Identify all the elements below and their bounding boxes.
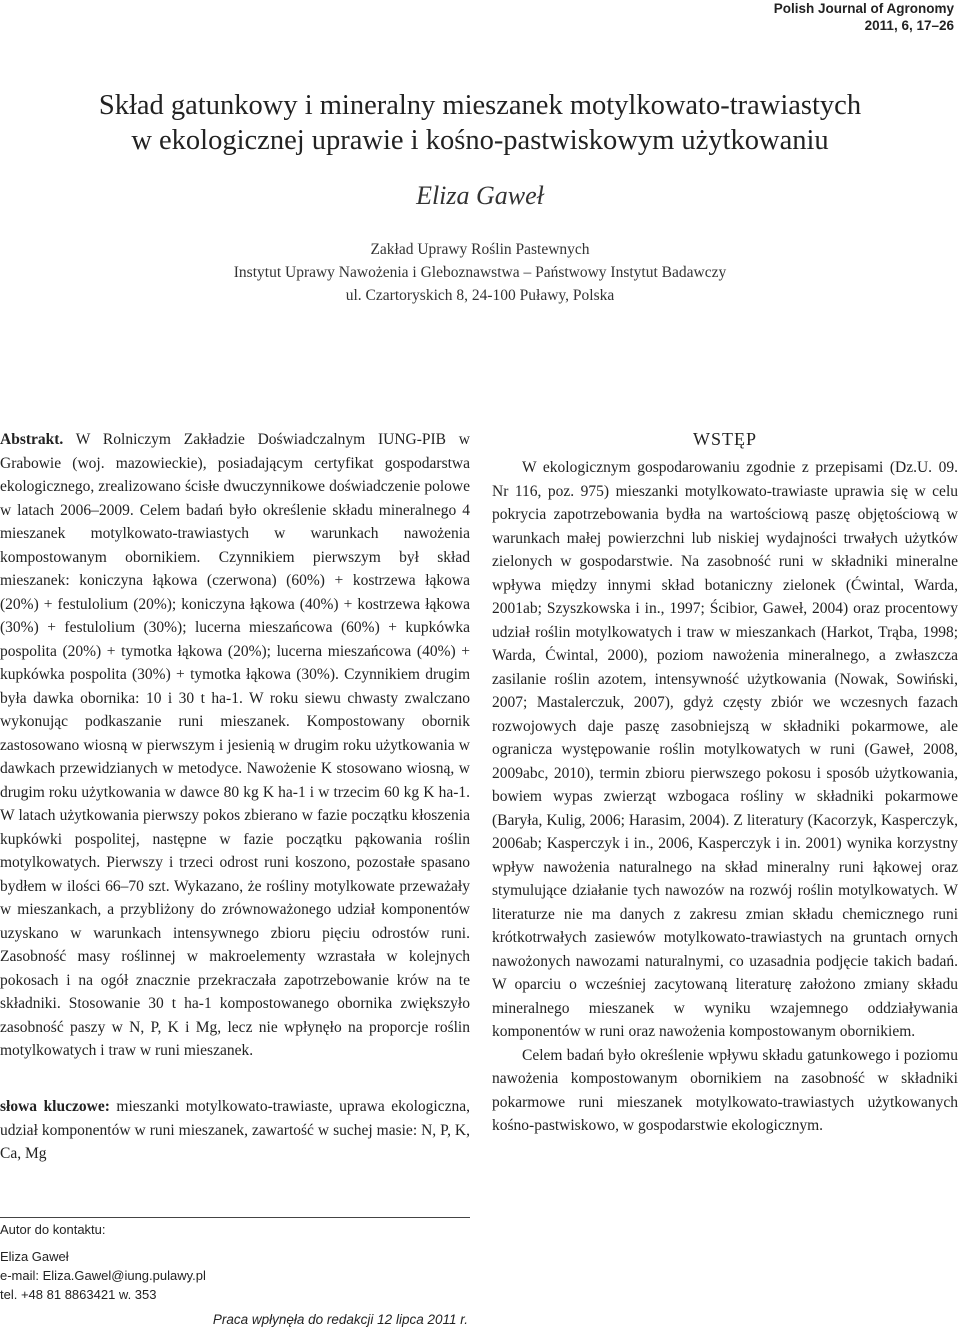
affiliation <box>0 238 960 307</box>
contact-name: Eliza Gaweł <box>0 1249 69 1264</box>
keywords-label: słowa kluczowe: <box>0 1098 110 1115</box>
article-title <box>0 88 960 158</box>
affiliation-line-1: Zakład Uprawy Roślin Pastewnych <box>370 241 590 258</box>
affiliation-line-2: Instytut Uprawy Nawożenia i Gleboznawstwa – Państwowy Instytut Badawczy <box>233 264 727 281</box>
journal-issue: 2011, 6, 17–26 <box>864 18 954 33</box>
introduction-section <box>492 428 958 1138</box>
received-date: Praca wpłynęła do redakcji 12 lipca 2011 r. <box>212 1312 468 1327</box>
contact-block <box>0 1217 470 1304</box>
journal-name: Polish Journal of Agronomy <box>773 1 954 16</box>
intro-paragraph-2: Celem badań było określenie wpływu składu gatunkowego i poziomu nawożenia kompostowanym obornikiem na zasobność w składniki pokarmowe runi mieszanek motylkowato-trawiastych użytkowanych kośno-pastwiskowo, w gospodarstwie ekologicznym. <box>492 1046 958 1134</box>
intro-paragraph-1: W ekologicznym gospodarowaniu zgodnie z przepisami (Dz.U. 09. Nr 116, poz. 975) mieszanki motylkowato-trawiaste uprawia się w celu pokrycia zapotrzebowania bydła na wartościową paszę objętościową w warunkach małej powierzchni lub niskiej wydajności trwałych użytków zielonych w gospodarstwie. Na zasobność runi w składniki mineralne wpływa między innymi skład botaniczny zielonek (Ćwintal, Warda, 2001ab; Szyszkowska i in., 1997; Ścibior, Gaweł, 2004) oraz procentowy udział roślin motylkowatych i traw w mieszankach (Harkot, Trąba, 1998; Warda, Ćwintal, 2000), poziom nawożenia mineralnego, a zwłaszcza zasilanie roślin azotem, intensywność użytkowania (Nowak, Sowiński, 2007; Mastalerczuk, 2007), gdyż częsty zbiór we wczesnych fazach rozwojowych daje paszę zasobniejszą w składniki pokarmowe, ale ogranicza występowanie roślin motylkowatych w runi (Gaweł, 2008, 2009abc, 2010), termin zbioru pierwszego pokosu i sposób użytkowania, bowiem wypas zwierząt wzbogaca rośliny w składniki pokarmowe (Baryła, Kulig, 2006; Harasim, 2004). Z literatury (Kacorzyk, Kasperczyk, 2006ab; Kasperczyk i in., 2006, Kasperczyk i in. 2001) wynika korzystny wpływ nawożenia naturalnego na skład mineralny runi łąkowej oraz stymulujące działanie tych nawozów na rozwój roślin motylkowatych. W literaturze nie ma danych z zakresu zmian składu chemicznego runi krótkotrwałych zasiewów motylkowato-trawiastych na gruntach ornych nawożonych nawozami naturalnymi, co uzasadnia podjęcie takich badań. W oparciu o wcześniej zacytowaną literaturę założono zmiany składu mineralnego mieszanek w wyniku wzajemnego oddziaływania komponentów w runi oraz nawożenia kompostowanym obornikiem. <box>492 459 958 1040</box>
title-line-2: w ekologicznej uprawie i kośno-pastwiskowym użytkowaniu <box>131 125 829 156</box>
journal-header <box>774 0 954 34</box>
title-line-1: Skład gatunkowy i mineralny mieszanek motylkowato-trawiastych <box>98 90 862 121</box>
affiliation-line-3: ul. Czartoryskich 8, 24-100 Puławy, Polska <box>345 287 615 304</box>
author-name: Eliza Gaweł <box>416 181 544 210</box>
abstract-label: Abstrakt. <box>0 431 64 448</box>
contact-phone: tel. +48 81 8863421 w. 353 <box>0 1287 157 1302</box>
keywords <box>0 1095 470 1166</box>
keywords-text: mieszanki motylkowato-trawiaste, uprawa ekologiczna, udział komponentów w runi mieszanek, zawartość w suchej masie: N, P, K, Ca, Mg <box>0 1098 471 1162</box>
section-heading: WSTĘP <box>692 429 757 449</box>
contact-email: e-mail: Eliza.Gawel@iung.pulawy.pl <box>0 1268 206 1283</box>
contact-heading: Autor do kontaktu: <box>0 1222 106 1237</box>
abstract <box>0 428 470 1063</box>
abstract-text: W Rolniczym Zakładzie Doświadczalnym IUNG-PIB w Grabowie (woj. mazowieckie), posiadającym certyfikat gospodarstwa ekologicznego, zrealizowano ścisłe dwuczynnikowe doświadczenie polowe w latach 2006–2009. Celem badań było określenie składu mineralnego 4 mieszanek motylkowato-trawiastych w warunkach nawożenia kompostowanym obornikiem. Czynnikiem pierwszym był skład mieszanek: koniczyna łąkowa (czerwona) (60%) + kostrzewa łąkowa (20%) + festulolium (20%); koniczyna łąkowa (40%) + kostrzewa łąkowa (30%) + festulolium (30%); lucerna mieszańcowa (60%) + kupkówka pospolita (20%) + tymotka łąkowa (20%); lucerna mieszańcowa (40%) + kupkówka pospolita (30%) + tymotka łąkowa (30%). Czynnikiem drugim była dawka obornika: 10 i 30 t ha-1. W roku siewu chwasty zwalczano wykonując podkaszanie runi mieszanek. Kompostowany obornik zastosowano wiosną w pierwszym i jesienią w drugim roku użytkowania w dawkach przewidzianych w metodyce. Nawożenie K stosowano wiosną, w drugim roku użytkowania w dawce 80 kg K ha-1 i w trzecim 60 kg K ha-1. W latach użytkowania pierwszy pokos zbierano w fazie początku kłoszenia kupkówki pospolitej, następne w fazie początku pąkowania roślin motylkowatych. Pierwszy i trzeci odrost runi koszono, pozostałe spasano bydłem w ilości 66–70 szt. Wykazano, że rośliny motylkowate przeważały w mieszankach, a przybliżony do zrównoważonego udział komponentów uzyskano w warunkach intensywnego zbioru pięciu odrostów runi. Zasobność masy roślinnej w makroelementy wzrastała w kolejnych pokosach i na ogół znacznie przekraczała zapotrzebowanie krów na te składniki. Stosowanie 30 t ha-1 kompostowanego obornika zwiększyło zasobność paszy w N, P, K i Mg, lecz nie wpłynęło na proporcje roślin motylkowatych i traw w runi mieszanek. <box>0 431 470 1059</box>
